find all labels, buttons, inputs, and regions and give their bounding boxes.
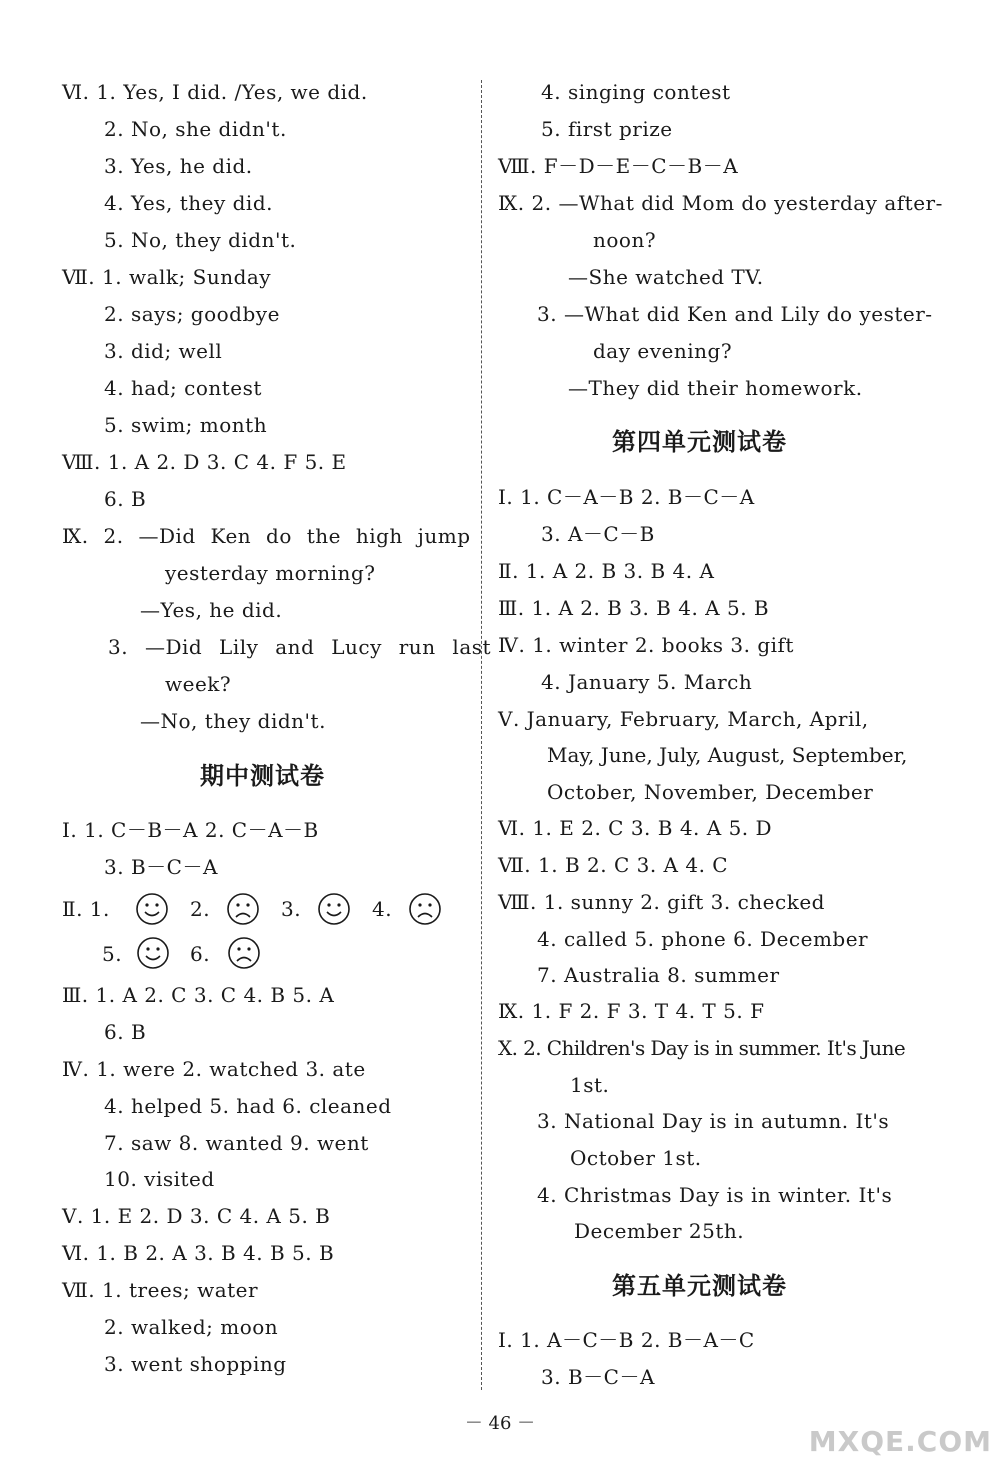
section-heading-midterm: 期中测试卷 (200, 761, 325, 790)
answer-line: Ⅷ. 1. A 2. D 3. C 4. F 5. E (62, 450, 347, 474)
answer-line: 6. (190, 942, 211, 966)
answer-line: Ⅳ. 1. were 2. watched 3. ate (62, 1057, 366, 1081)
answer-line: 5. first prize (541, 117, 673, 141)
answer-line: Ⅷ. F－D－E－C－B－A (498, 154, 739, 178)
page-number: － 46 － (464, 1413, 536, 1434)
answer-line: Ⅵ. 1. B 2. A 3. B 4. B 5. B (62, 1241, 335, 1265)
answer-line: December 25th. (574, 1219, 745, 1243)
answer-line: 4. Christmas Day is in winter. It's (537, 1183, 893, 1207)
answer-line: Ⅱ. 1. A 2. B 3. B 4. A (498, 559, 715, 583)
answer-line: 3. B－C－A (541, 1365, 655, 1389)
answer-line: 6. B (104, 1020, 147, 1044)
answer-line: Ⅶ. 1. B 2. C 3. A 4. C (498, 853, 729, 877)
section-heading-unit5: 第五单元测试卷 (612, 1271, 787, 1300)
answer-line: 2. says; goodbye (104, 302, 280, 326)
answer-line: Ⅶ. 1. walk; Sunday (62, 265, 272, 289)
answer-line: May, June, July, August, September, (547, 743, 908, 767)
answer-line: week? (165, 672, 232, 696)
answer-line: Ⅲ. 1. A 2. C 3. C 4. B 5. A (62, 983, 335, 1007)
answer-line: Ⅰ. 1. A－C－B 2. B－A－C (498, 1328, 755, 1352)
answer-line: Ⅰ. 1. C－A－B 2. B－C－A (498, 485, 755, 509)
answer-line: 4. helped 5. had 6. cleaned (104, 1094, 392, 1118)
answer-line: Ⅴ. 1. E 2. D 3. C 4. A 5. B (62, 1204, 331, 1228)
answer-line: 4. January 5. March (541, 670, 753, 694)
smiley-happy-icon (317, 892, 351, 926)
answer-line: 3. went shopping (104, 1352, 287, 1376)
answer-line: Ⅸ. 2. —Did Ken do the high jump (62, 524, 471, 548)
answer-line: Ⅷ. 1. sunny 2. gift 3. checked (498, 890, 825, 914)
answer-line: 3. —What did Ken and Lily do yester- (537, 302, 933, 326)
answer-line: Ⅸ. 1. F 2. F 3. T 4. T 5. F (498, 999, 765, 1023)
column-divider (481, 80, 482, 1390)
answer-line: Ⅹ. 2. Children's Day is in summer. It's June (498, 1036, 906, 1060)
answer-line: 4. Yes, they did. (104, 191, 273, 215)
answer-line: Ⅶ. 1. trees; water (62, 1278, 259, 1302)
answer-line: 3. —Did Lily and Lucy run last (108, 635, 492, 659)
answer-line: October, November, December (547, 780, 874, 804)
answer-line: 5. swim; month (104, 413, 268, 437)
answer-line: 4. had; contest (104, 376, 262, 400)
answer-line: noon? (593, 228, 657, 252)
smiley-sad-icon (408, 892, 442, 926)
answer-line: 5. No, they didn't. (104, 228, 297, 252)
watermark-logo (800, 1396, 1000, 1462)
answer-line: —No, they didn't. (140, 709, 326, 733)
answer-line: Ⅸ. 2. —What did Mom do yesterday after- (498, 191, 943, 215)
smiley-sad-icon (227, 936, 261, 970)
answer-line: 2. (190, 897, 211, 921)
answer-line: 4. singing contest (541, 80, 731, 104)
answer-line: 10. visited (104, 1167, 215, 1191)
answer-line: yesterday morning? (165, 561, 376, 585)
answer-line: Ⅲ. 1. A 2. B 3. B 4. A 5. B (498, 596, 770, 620)
smiley-sad-icon (226, 892, 260, 926)
answer-line: 4. (372, 897, 393, 921)
answer-line: 3. National Day is in autumn. It's (537, 1109, 890, 1133)
answer-line: 3. B－C－A (104, 855, 218, 879)
answer-line: —They did their homework. (568, 376, 863, 400)
answer-line: Ⅱ. 1. (62, 897, 110, 921)
answer-line: 3. (281, 897, 302, 921)
answer-line: Ⅴ. January, February, March, April, (498, 707, 869, 731)
answer-line: 2. walked; moon (104, 1315, 279, 1339)
watermark-text: MXQE.COM (808, 1425, 992, 1458)
answer-line: —Yes, he did. (140, 598, 283, 622)
answer-line: 3. Yes, he did. (104, 154, 253, 178)
answer-line: 5. (102, 942, 123, 966)
section-heading-unit4: 第四单元测试卷 (612, 427, 787, 456)
answer-line: 3. A－C－B (541, 522, 655, 546)
answer-line: 7. Australia 8. summer (537, 963, 780, 987)
answer-line: Ⅳ. 1. winter 2. books 3. gift (498, 633, 794, 657)
answer-line: 3. did; well (104, 339, 223, 363)
answer-line: October 1st. (570, 1146, 702, 1170)
answer-line: Ⅰ. 1. C－B－A 2. C－A－B (62, 818, 319, 842)
answer-line: 7. saw 8. wanted 9. went (104, 1131, 369, 1155)
answer-line: 2. No, she didn't. (104, 117, 287, 141)
answer-line: 4. called 5. phone 6. December (537, 927, 869, 951)
smiley-happy-icon (135, 892, 169, 926)
answer-line: —She watched TV. (568, 265, 764, 289)
answer-line: Ⅵ. 1. Yes, I did. /Yes, we did. (62, 80, 368, 104)
smiley-happy-icon (136, 936, 170, 970)
answer-line: 1st. (570, 1073, 610, 1097)
answer-line: 6. B (104, 487, 147, 511)
answer-line: day evening? (593, 339, 733, 363)
answer-line: Ⅵ. 1. E 2. C 3. B 4. A 5. D (498, 816, 773, 840)
